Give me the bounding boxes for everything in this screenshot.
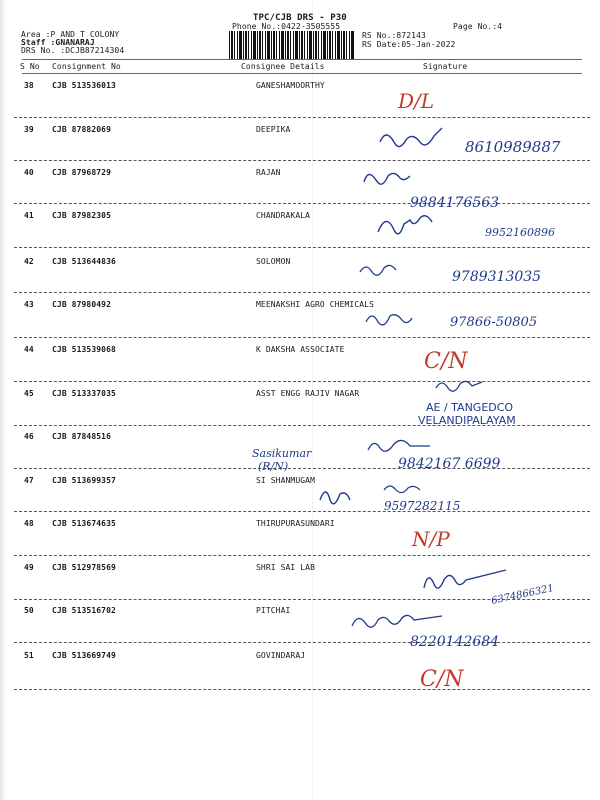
- row-consignment: CJB 513337035: [52, 389, 116, 398]
- signature-scribble: [424, 570, 506, 588]
- row-sno: 46: [24, 432, 34, 441]
- row-consignment: CJB 513516702: [52, 606, 116, 615]
- recipient-phone: 8610989887: [465, 138, 561, 156]
- phone-number: Phone No.:0422-3505555: [232, 22, 341, 31]
- row-consignment: CJB 513539068: [52, 345, 116, 354]
- row-consignment: CJB 87848516: [52, 432, 111, 441]
- row-sno: 47: [24, 476, 34, 485]
- office-stamp-line-1: AE / TANGEDCO: [426, 401, 514, 414]
- status-delivered: D/L: [398, 89, 435, 113]
- col-header-signature: Signature: [423, 62, 468, 71]
- row-consignee: K DAKSHA ASSOCIATE: [256, 345, 345, 354]
- rs-number: RS No.:872143: [362, 31, 426, 40]
- row-consignment: CJB 87982305: [52, 211, 111, 220]
- recipient-phone: 9884176563: [410, 195, 500, 211]
- row-sno: 45: [24, 389, 34, 398]
- recipient-phone: 9842167 6699: [398, 456, 501, 472]
- row-consignment: CJB 513699357: [52, 476, 116, 485]
- signature-scribble: [364, 173, 410, 184]
- row-consignee: GOVINDARAJ: [256, 651, 306, 660]
- signature-scribble: [352, 615, 442, 627]
- rs-date: RS Date:05-Jan-2022: [362, 40, 456, 49]
- signature-scribble: [378, 216, 432, 234]
- recipient-phone: 6374866321: [490, 582, 555, 607]
- row-consignment: CJB 87980492: [52, 300, 111, 309]
- row-sno: 39: [24, 125, 34, 134]
- recipient-phone: 8220142684: [410, 634, 500, 650]
- row-sno: 50: [24, 606, 34, 615]
- row-consignee: SI SHANMUGAM: [256, 476, 315, 485]
- drs-number: DRS No. :DCJB87214304: [21, 46, 125, 55]
- recipient-note: Sasikumar: [252, 447, 312, 460]
- col-header-consignment: Consignment No: [52, 62, 121, 71]
- row-sno: 42: [24, 257, 34, 266]
- office-stamp-line-2: VELANDIPALAYAM: [418, 414, 516, 427]
- row-consignee: SHRI SAI LAB: [256, 563, 315, 572]
- recipient-note: (R/N): [258, 460, 289, 473]
- sheet-title: TPC/CJB DRS - P30: [253, 13, 347, 23]
- row-sno: 49: [24, 563, 34, 572]
- row-sno: 48: [24, 519, 34, 528]
- status-closed: C/N: [420, 667, 464, 692]
- recipient-phone: 9952160896: [485, 226, 555, 239]
- signature-scribble: [366, 315, 412, 325]
- recipient-phone: 97866-50805: [450, 315, 538, 330]
- signature-scribble: [360, 265, 396, 275]
- row-consignee: THIRUPURASUNDARI: [256, 519, 335, 528]
- signature-scribble: [436, 381, 482, 391]
- row-consignee: CHANDRAKALA: [256, 211, 311, 220]
- recipient-phone: 9789313035: [452, 269, 542, 285]
- row-sno: 41: [24, 211, 34, 220]
- row-consignment: CJB 513644836: [52, 257, 116, 266]
- signature-scribble: [380, 128, 442, 147]
- row-consignment: CJB 513536013: [52, 81, 116, 90]
- row-consignee: DEEPIKA: [256, 125, 291, 134]
- page-number: Page No.:4: [453, 22, 503, 31]
- col-header-consignee: Consignee Details: [241, 62, 325, 71]
- col-header-sno: S No: [20, 62, 40, 71]
- area-field: Area :P AND T COLONY: [21, 30, 120, 39]
- row-consignee: RAJAN: [256, 168, 281, 177]
- row-sno: 44: [24, 345, 34, 354]
- row-consignment: CJB 87968729: [52, 168, 111, 177]
- staff-field: Staff :GNANARAJ: [21, 38, 95, 47]
- row-consignee: ASST ENGG RAJIV NAGAR: [256, 389, 360, 398]
- row-consignment: CJB 512978569: [52, 563, 116, 572]
- row-consignment: CJB 513669749: [52, 651, 116, 660]
- row-consignee: MEENAKSHI AGRO CHEMICALS: [256, 300, 374, 309]
- row-consignee: SOLOMON: [256, 257, 291, 266]
- row-sno: 40: [24, 168, 34, 177]
- row-consignment: CJB 87882069: [52, 125, 111, 134]
- signature-scribble: [368, 440, 430, 451]
- signature-scribble: [320, 492, 350, 504]
- row-consignee: PITCHAI: [256, 606, 291, 615]
- row-consignment: CJB 513674635: [52, 519, 116, 528]
- row-sno: 43: [24, 300, 34, 309]
- recipient-phone: 9597282115: [384, 499, 461, 513]
- row-sno: 51: [24, 651, 34, 660]
- status-not-present: N/P: [412, 527, 450, 551]
- row-sno: 38: [24, 81, 34, 90]
- row-consignee: GANESHAMOORTHY: [256, 81, 325, 90]
- signature-scribble: [384, 486, 420, 493]
- status-closed: C/N: [424, 349, 468, 374]
